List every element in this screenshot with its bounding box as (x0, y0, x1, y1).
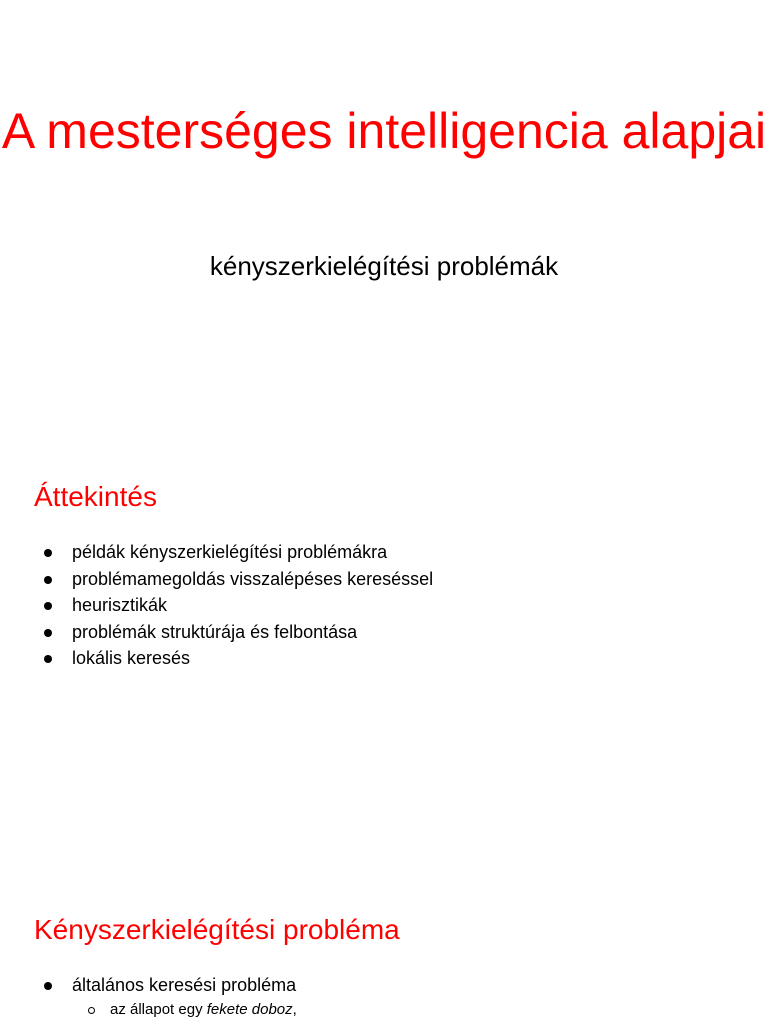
csp-heading: Kényszerkielégítési probléma (34, 914, 400, 945)
sub-list-item (72, 999, 450, 1021)
list-item (0, 645, 433, 672)
list-item-text: lokális keresés (72, 648, 191, 668)
csp-list (0, 972, 450, 999)
list-item (0, 566, 433, 593)
hollow-bullet-icon (88, 1007, 95, 1014)
sub-item-prefix: az állapot egy (110, 1000, 207, 1018)
list-item (0, 972, 450, 999)
bullet-icon (44, 982, 52, 990)
list-item-text: problémamegoldás visszalépéses kereséssel (72, 568, 434, 589)
csp-sub-list (72, 999, 450, 1021)
bullet-icon (44, 576, 52, 584)
csp-list-container (0, 972, 450, 1024)
sub-item-suffix: , (292, 1000, 297, 1018)
bullet-icon (44, 549, 52, 557)
bullet-icon (44, 655, 52, 663)
list-item-text: problémák struktúrája és felbontása (72, 621, 358, 642)
bullet-icon (44, 629, 52, 637)
page-title: A mesterséges intelligencia alapjai (1, 103, 767, 159)
overview-heading: Áttekintés (34, 481, 157, 512)
list-item (0, 592, 433, 619)
cut-off-line (0, 1021, 450, 1024)
list-item-text: heurisztikák (72, 595, 168, 615)
list-item-text: példák kényszerkielégítési problémákra (72, 542, 388, 562)
page-subtitle: kényszerkielégítési problémák (209, 251, 559, 281)
list-item-text: általános keresési probléma (72, 975, 297, 995)
sub-list-container (0, 999, 450, 1021)
sub-item-emphasis: fekete doboz (206, 1000, 293, 1018)
list-item (0, 619, 433, 646)
list-item (0, 539, 433, 566)
overview-list (0, 539, 433, 672)
bullet-icon (44, 602, 52, 610)
